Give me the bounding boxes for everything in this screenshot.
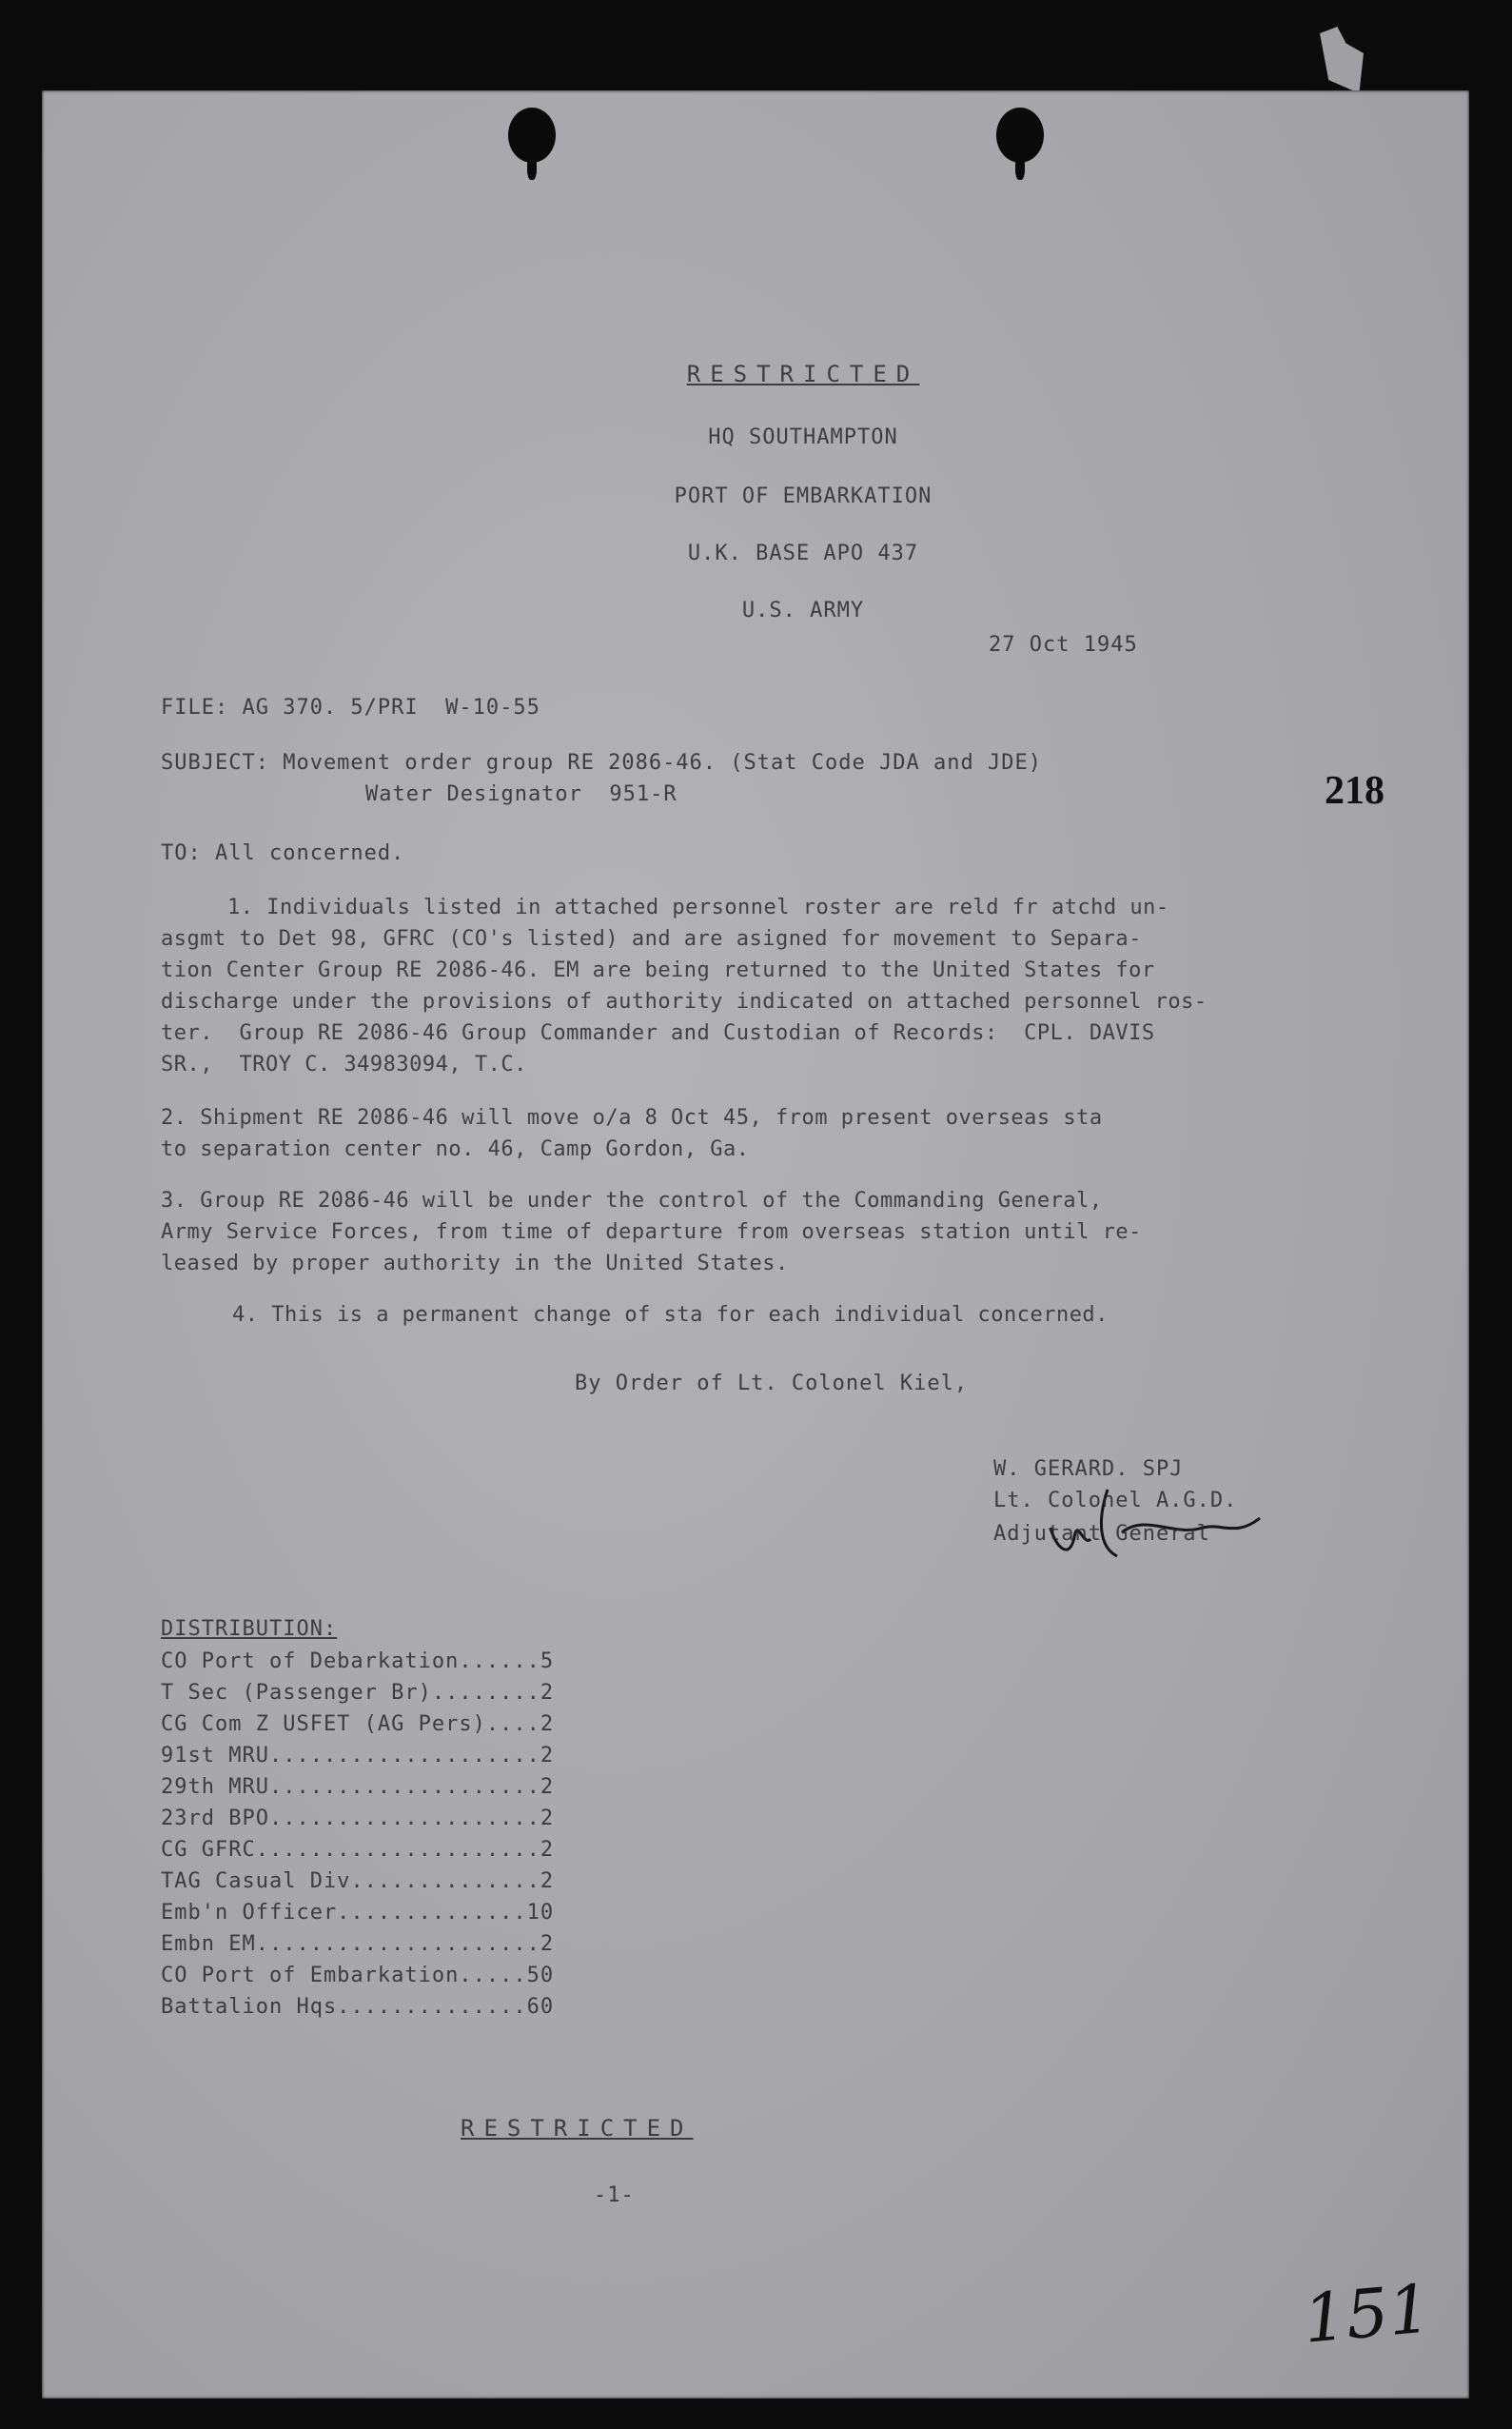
- header-army: U.S. ARMY: [741, 599, 865, 622]
- document-date: 27 Oct 1945: [989, 633, 1138, 657]
- distribution-item: CO Port of Embarkation.....50: [161, 1964, 555, 1987]
- to-line: TO: All concerned.: [161, 841, 405, 865]
- distribution-item: Embn EM.....................2: [161, 1932, 555, 1956]
- header-restricted: RESTRICTED: [686, 361, 920, 387]
- punch-hole-right: [996, 108, 1044, 163]
- distribution-item: TAG Casual Div..............2: [161, 1869, 555, 1893]
- header-port: PORT OF EMBARKATION: [674, 484, 933, 508]
- paragraph-2: 2. Shipment RE 2086-46 will move o/a 8 Oct 45, from present overseas sta to separation center no. 46, Camp Gordon, Ga.: [161, 1106, 1103, 1161]
- header-hq: HQ SOUTHAMPTON: [708, 425, 898, 449]
- distribution-list: [161, 1646, 554, 2023]
- distribution-item: 29th MRU....................2: [161, 1775, 555, 1799]
- handwritten-folio-number: 151: [1300, 2269, 1434, 2359]
- distribution-item: 23rd BPO....................2: [161, 1807, 555, 1830]
- document-page: [42, 90, 1469, 2399]
- paragraph-3: 3. Group RE 2086-46 will be under the control of the Commanding General, Army Service Forces, from time of departure from overseas station until re- leased by proper authority in the United States.: [161, 1189, 1142, 1275]
- file-line: FILE: AG 370. 5/PRI W-10-55: [161, 696, 540, 720]
- subject-water-designator: Water Designator 951-R: [365, 782, 677, 806]
- paragraph-4: 4. This is a permanent change of sta for each individual concerned.: [232, 1303, 1109, 1327]
- distribution-item: CG Com Z USFET (AG Pers)....2: [161, 1712, 555, 1736]
- distribution-item: 91st MRU....................2: [161, 1744, 555, 1767]
- subject-line: SUBJECT: Movement order group RE 2086-46. (Stat Code JDA and JDE): [161, 751, 1042, 775]
- distribution-item: Emb'n Officer..............10: [161, 1901, 555, 1925]
- by-order-line: By Order of Lt. Colonel Kiel,: [575, 1372, 969, 1395]
- footer-restricted: RESTRICTED: [461, 2115, 694, 2142]
- distribution-item: CO Port of Debarkation......5: [161, 1649, 555, 1673]
- punch-hole-left: [508, 108, 556, 163]
- signatory-rank: Lt. Colonel A.G.D.: [993, 1489, 1238, 1512]
- signatory-title: Adjutant General: [993, 1522, 1210, 1546]
- signatory-name: W. GERARD. SPJ: [993, 1457, 1184, 1481]
- paragraph-1: 1. Individuals listed in attached personnel roster are reld fr atchd un- asgmt to Det 98, GFRC (CO's listed) and are asigned for movement to Separa- tion Center Group RE 2086-46. EM are being returned to the United States for discharge under the provisions of authority indicated on attached personnel ros- ter. Group RE 2086-46 Group Commander and Custodian of Records: CPL. DAVIS SR., TROY C. 34983094, T.C.: [161, 896, 1208, 1076]
- header-base: U.K. BASE APO 437: [687, 542, 919, 565]
- page-stamp: 218: [1325, 769, 1384, 813]
- page-number: -1-: [594, 2183, 635, 2207]
- distribution-title: DISTRIBUTION:: [161, 1617, 338, 1641]
- distribution-item: CG GFRC.....................2: [161, 1838, 555, 1862]
- distribution-item: T Sec (Passenger Br)........2: [161, 1681, 555, 1705]
- distribution-item: Battalion Hqs..............60: [161, 1995, 555, 2019]
- paper-tab: [1320, 27, 1364, 93]
